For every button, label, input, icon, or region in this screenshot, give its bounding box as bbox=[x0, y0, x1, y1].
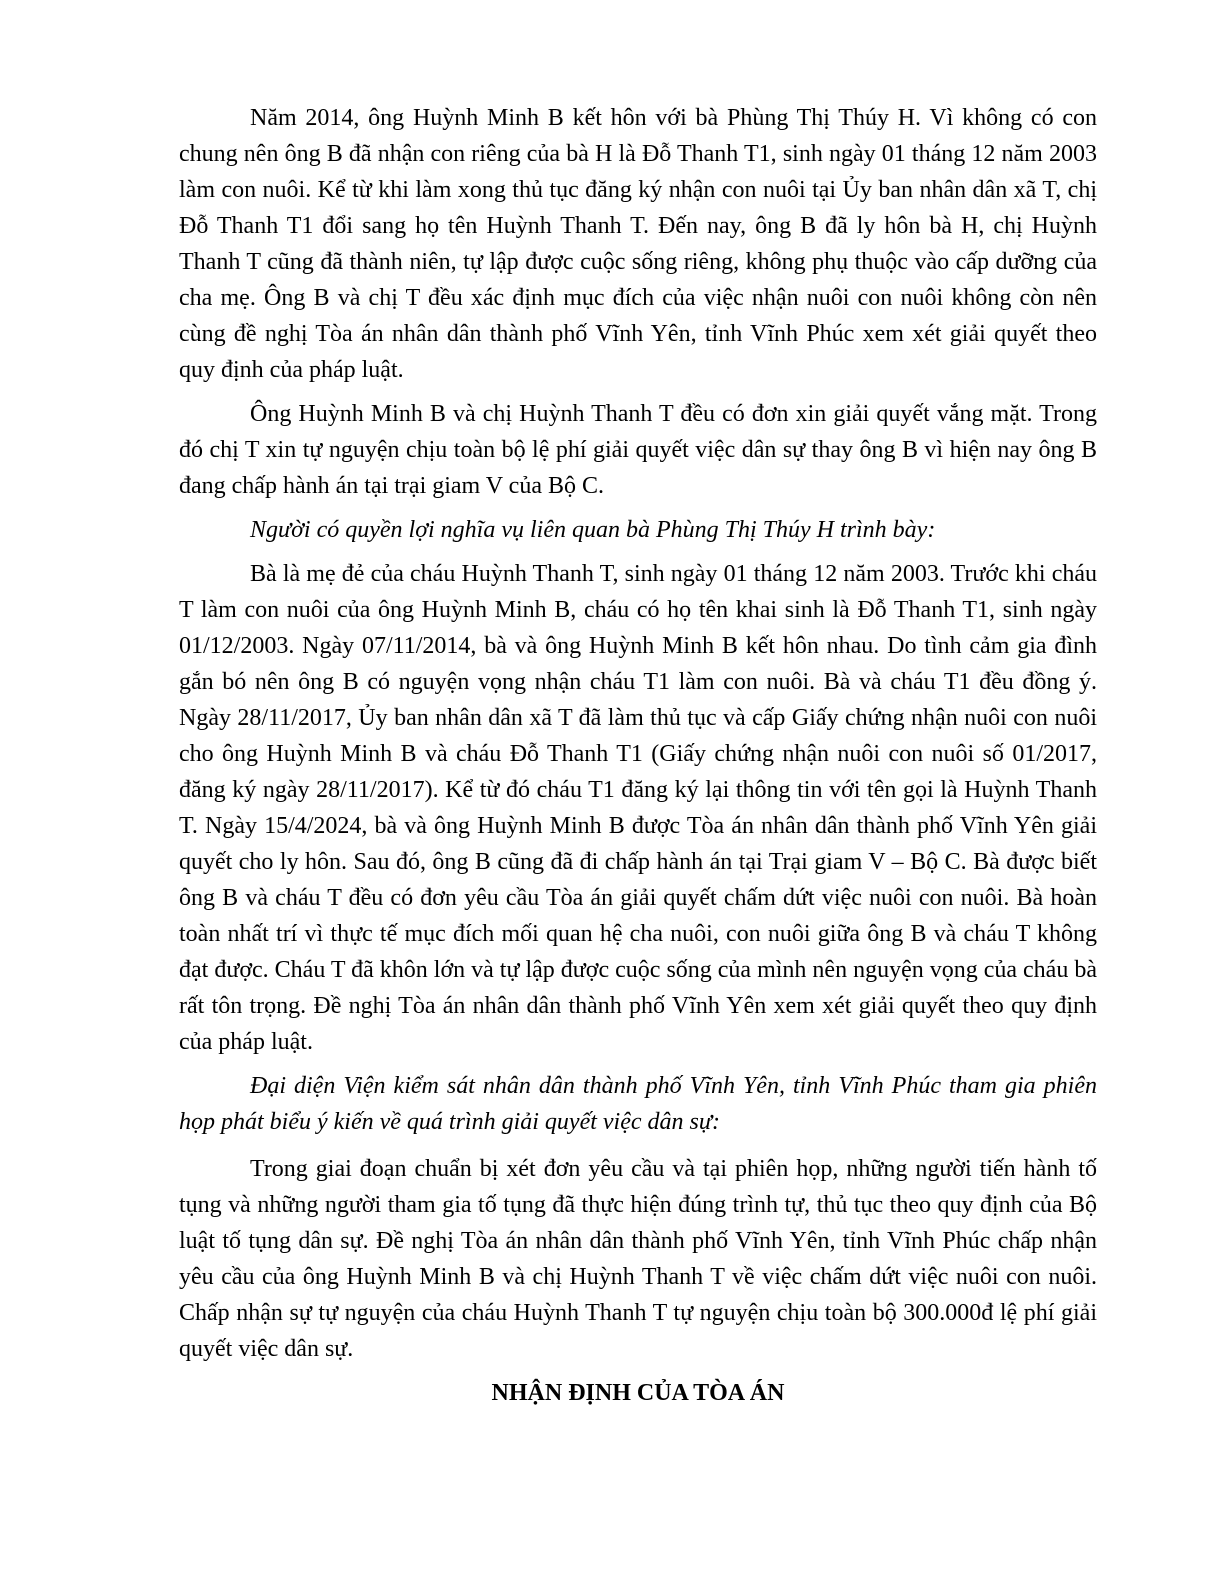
paragraph-absence-request: Ông Huỳnh Minh B và chị Huỳnh Thanh T đều có đơn xin giải quyết vắng mặt. Trong đó chị T xin tự nguyện chịu toàn bộ lệ phí giải quyết việc dân sự thay ông B vì hiện nay ông B đang chấp hành án tại trại giam V của Bộ C. bbox=[179, 401, 1097, 499]
heading-procuracy-opinion: Đại diện Viện kiểm sát nhân dân thành phố Vĩnh Yên, tỉnh Vĩnh Phúc tham gia phiên họp phát biểu ý kiến về quá trình giải quyết việc dân sự: bbox=[179, 1073, 1097, 1135]
paragraph-mother-statement: Bà là mẹ đẻ của cháu Huỳnh Thanh T, sinh ngày 01 tháng 12 năm 2003. Trước khi cháu T làm con nuôi của ông Huỳnh Minh B, cháu có họ tên khai sinh là Đỗ Thanh T1, sinh ngày 01/12/2003. Ngày 07/11/2014, bà và ông Huỳnh Minh B kết hôn nhau. Do tình cảm gia đình gắn bó nên ông B có nguyện vọng nhận cháu T1 làm con nuôi. Bà và cháu T1 đều đồng ý. Ngày 28/11/2017, Ủy ban nhân dân xã T đã làm thủ tục và cấp Giấy chứng nhận nuôi con nuôi cho ông Huỳnh Minh B và cháu Đỗ Thanh T1 (Giấy chứng nhận nuôi con nuôi số 01/2017, đăng ký ngày 28/11/2017). Kể từ đó cháu T1 đăng ký lại thông tin với tên gọi là Huỳnh Thanh T. Ngày 15/4/2024, bà và ông Huỳnh Minh B được Tòa án nhân dân thành phố Vĩnh Yên giải quyết cho ly hôn. Sau đó, ông B cũng đã đi chấp hành án tại Trại giam V – Bộ C. Bà được biết ông B và cháu T đều có đơn yêu cầu Tòa án giải quyết chấm dứt việc nuôi con nuôi. Bà hoàn toàn nhất trí vì thực tế mục đích mối quan hệ cha nuôi, con nuôi giữa ông B và cháu T không đạt được. Cháu T đã khôn lớn và tự lập được cuộc sống của mình nên nguyện vọng của cháu bà rất tôn trọng. Đề nghị Tòa án nhân dân thành phố Vĩnh Yên xem xét giải quyết theo quy định của pháp luật. bbox=[179, 561, 1097, 1055]
paragraph-adoption-background: Năm 2014, ông Huỳnh Minh B kết hôn với bà Phùng Thị Thúy H. Vì không có con chung nên ông B đã nhận con riêng của bà H là Đỗ Thanh T1, sinh ngày 01 tháng 12 năm 2003 làm con nuôi. Kể từ khi làm xong thủ tục đăng ký nhận con nuôi tại Ủy ban nhân dân xã T, chị Đỗ Thanh T1 đổi sang họ tên Huỳnh Thanh T. Đến nay, ông B đã ly hôn bà H, chị Huỳnh Thanh T cũng đã thành niên, tự lập được cuộc sống riêng, không phụ thuộc vào cấp dưỡng của cha mẹ. Ông B và chị T đều xác định mục đích của việc nhận nuôi con nuôi không còn nên cùng đề nghị Tòa án nhân dân thành phố Vĩnh Yên, tỉnh Vĩnh Phúc xem xét giải quyết theo quy định của pháp luật. bbox=[179, 105, 1097, 383]
paragraph-procuracy-opinion: Trong giai đoạn chuẩn bị xét đơn yêu cầu và tại phiên họp, những người tiến hành tố tụng và những người tham gia tố tụng đã thực hiện đúng trình tự, thủ tục theo quy định của Bộ luật tố tụng dân sự. Đề nghị Tòa án nhân dân thành phố Vĩnh Yên, tỉnh Vĩnh Phúc chấp nhận yêu cầu của ông Huỳnh Minh B và chị Huỳnh Thanh T về việc chấm dứt việc nuôi con nuôi. Chấp nhận sự tự nguyện của cháu Huỳnh Thanh T tự nguyện chịu toàn bộ 300.000đ lệ phí giải quyết việc dân sự. bbox=[179, 1156, 1097, 1362]
section-heading-court-assessment: NHẬN ĐỊNH CỦA TÒA ÁN bbox=[491, 1380, 785, 1406]
heading-related-party-statement: Người có quyền lợi nghĩa vụ liên quan bà Phùng Thị Thúy H trình bày: bbox=[250, 517, 936, 543]
document-page bbox=[179, 100, 1097, 1411]
